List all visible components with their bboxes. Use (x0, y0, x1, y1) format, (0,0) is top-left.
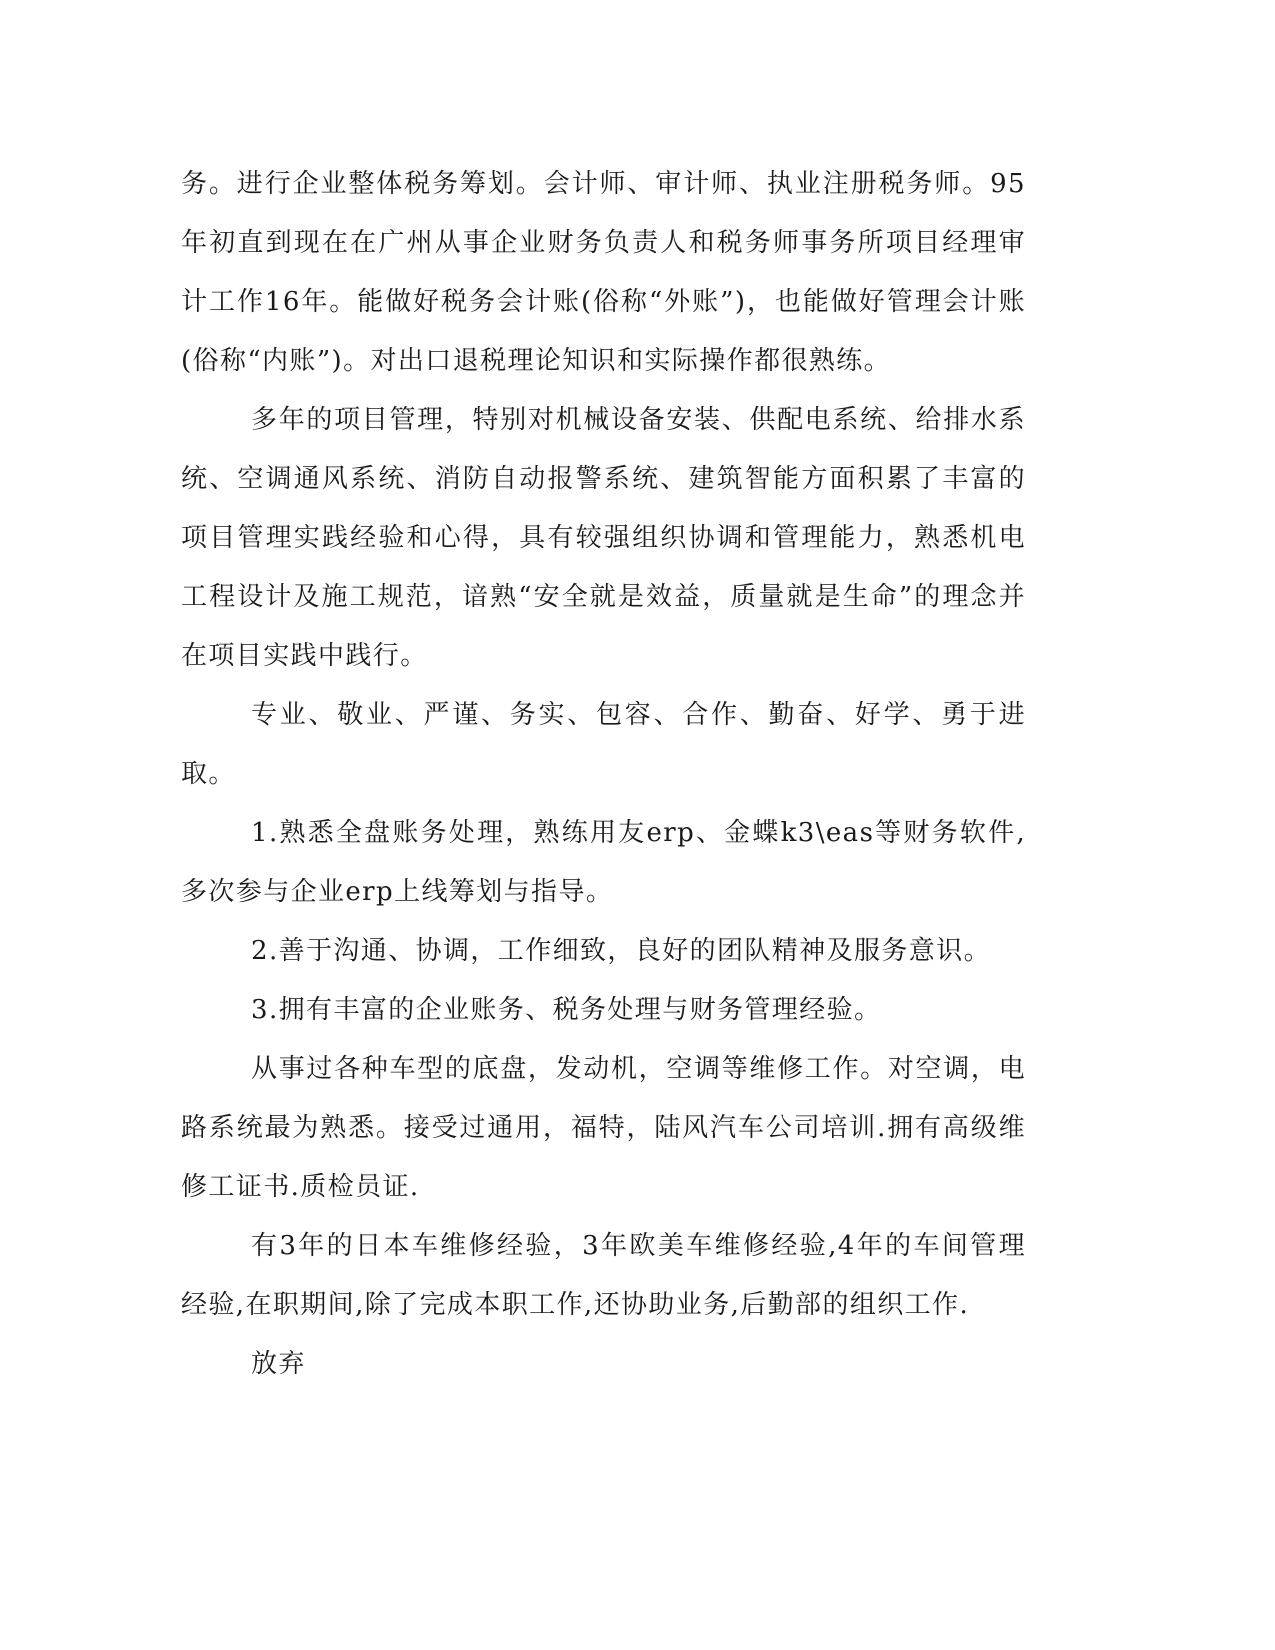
paragraph-give-up: 放弃 (251, 1349, 306, 1379)
paragraph-repair-experience: 有3年的日本车维修经验，3年欧美车维修经验,4年的车间管理经验,在职期间,除了完成本职工作,还协助业务,后勤部的组织工作. (181, 1231, 1026, 1320)
paragraph-project-management: 多年的项目管理，特别对机械设备安装、供配电系统、给排水系统、空调通风系统、消防自动报警系统、建筑智能方面积累了丰富的项目管理实践经验和心得，具有较强组织协调和管理能力，熟悉机电工程设计及施工规范，谙熟“安全就是效益，质量就是生命”的理念并在项目实践中践行。 (181, 405, 1026, 671)
document-body (181, 155, 1026, 1394)
paragraph-skill-2: 2.善于沟通、协调，工作细致，良好的团队精神及服务意识。 (251, 936, 992, 966)
paragraph-skill-1: 1.熟悉全盘账务处理，熟练用友erp、金蝶k3\eas等财务软件,多次参与企业erp上线筹划与指导。 (181, 818, 1026, 907)
paragraph-tax-accounting: 务。进行企业整体税务筹划。会计师、审计师、执业注册税务师。95年初直到现在在广州从事企业财务负责人和税务师事务所项目经理审计工作16年。能做好税务会计账(俗称“外账”)，也能做好管理会计账(俗称“内账”)。对出口退税理论知识和实际操作都很熟练。 (181, 169, 1026, 376)
paragraph-qualities: 专业、敬业、严谨、务实、包容、合作、勤奋、好学、勇于进取。 (181, 700, 1026, 789)
paragraph-skill-3: 3.拥有丰富的企业账务、税务处理与财务管理经验。 (251, 995, 882, 1025)
paragraph-auto-repair: 从事过各种车型的底盘，发动机，空调等维修工作。对空调，电路系统最为熟悉。接受过通用，福特，陆风汽车公司培训.拥有高级维修工证书.质检员证. (181, 1054, 1026, 1202)
